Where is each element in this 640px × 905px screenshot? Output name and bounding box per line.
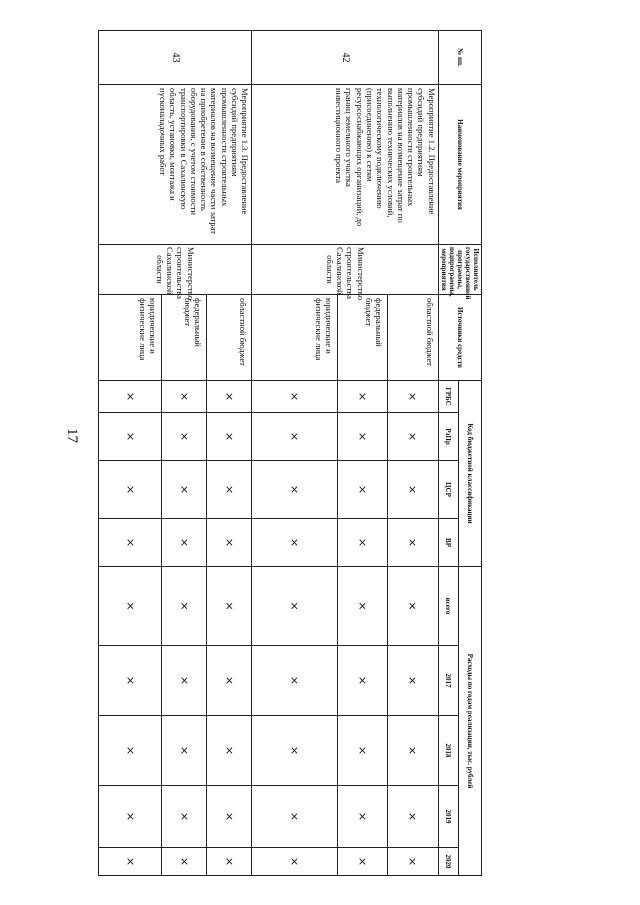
cell-total: × [338,567,388,646]
funding-source: областной бюджет [387,295,438,381]
row-number: 43 [98,31,252,85]
cell-2017: × [162,646,207,716]
cell-rzpr: × [162,413,207,461]
cell-total: × [162,567,207,646]
cell-csr: × [387,461,438,519]
header-name: Наименование мероприятия [438,85,481,245]
page-number: 17 [64,428,80,443]
cell-2018: × [387,716,438,786]
cell-vr: × [98,519,161,567]
cell-rzpr: × [98,413,161,461]
cell-2017: × [338,646,388,716]
cell-2020: × [387,848,438,876]
cell-grbs: × [387,381,438,413]
header-grbs: ГРБС [438,381,458,413]
cell-2017: × [252,646,338,716]
funding-source: федеральный бюджет [162,295,207,381]
header-total: всего [438,567,458,646]
cell-2019: × [387,786,438,848]
cell-2017: × [387,646,438,716]
table-row [387,31,438,876]
cell-2018: × [252,716,338,786]
cell-2017: × [98,646,161,716]
cell-vr: × [252,519,338,567]
event-name: Мероприятие 1.2. Предоставление субсидий предприятиям промышленности строительных материалов на возмещение затрат по выполнению технических условий, технологическому подключению (присоединению) к сетям ресурсоснабжающих организаций, до границ земельного участка инвестиционного проекта [252,85,438,245]
cell-2020: × [338,848,388,876]
header-year-2019: 2019 [438,786,458,848]
cell-2019: × [207,786,252,848]
row-number: 42 [252,31,438,85]
cell-2020: × [207,848,252,876]
header-rzpr: РзПр [438,413,458,461]
cell-vr: × [207,519,252,567]
cell-total: × [98,567,161,646]
executor: Министерство строительства Сахалинской области [98,245,252,295]
cell-total: × [207,567,252,646]
cell-csr: × [98,461,161,519]
cell-csr: × [252,461,338,519]
cell-2018: × [338,716,388,786]
rotated-table-container [100,30,482,875]
funding-source: юридические и физические лица [98,295,161,381]
header-year-2020: 2020 [438,848,458,876]
header-vr: ВР [438,519,458,567]
cell-csr: × [207,461,252,519]
cell-2018: × [207,716,252,786]
cell-grbs: × [252,381,338,413]
header-year-2017: 2017 [438,646,458,716]
table-row [207,31,252,876]
cell-grbs: × [338,381,388,413]
cell-rzpr: × [207,413,252,461]
funding-source: федеральный бюджет [338,295,388,381]
cell-grbs: × [162,381,207,413]
cell-csr: × [162,461,207,519]
executor: Министерство строительства Сахалинской области [252,245,438,295]
cell-2019: × [162,786,207,848]
cell-vr: × [387,519,438,567]
cell-2019: × [338,786,388,848]
header-executor: Исполнитель государственной программы, подпрограммы, мероприятия [438,245,481,295]
program-table [98,30,482,876]
cell-rzpr: × [252,413,338,461]
cell-grbs: × [207,381,252,413]
event-name: Мероприятие 1.3. Предоставление субсидий предприятиям промышленности строительных материалов на возмещение части затрат на приобретение в собственность оборудования, с учетом стоимости транспортировки в Сахалинскую область, установки, монтажа и пусконаладочных работ [98,85,252,245]
cell-total: × [252,567,338,646]
funding-source: юридические и физические лица [252,295,338,381]
cell-2018: × [162,716,207,786]
header-budget-code: Код бюджетной классификации [458,381,481,567]
cell-rzpr: × [387,413,438,461]
cell-total: × [387,567,438,646]
cell-grbs: × [98,381,161,413]
cell-2020: × [162,848,207,876]
funding-source: областной бюджет [207,295,252,381]
cell-2020: × [98,848,161,876]
cell-2018: × [98,716,161,786]
cell-csr: × [338,461,388,519]
cell-vr: × [338,519,388,567]
cell-2017: × [207,646,252,716]
header-expenses: Расходы по годам реализации, тыс. рублей [458,567,481,876]
cell-2019: × [252,786,338,848]
header-num: № пп. [438,31,481,85]
cell-vr: × [162,519,207,567]
cell-2020: × [252,848,338,876]
header-year-2018: 2018 [438,716,458,786]
header-csr: ЦСР [438,461,458,519]
header-sources: Источники средств [438,295,481,381]
cell-rzpr: × [338,413,388,461]
cell-2019: × [98,786,161,848]
